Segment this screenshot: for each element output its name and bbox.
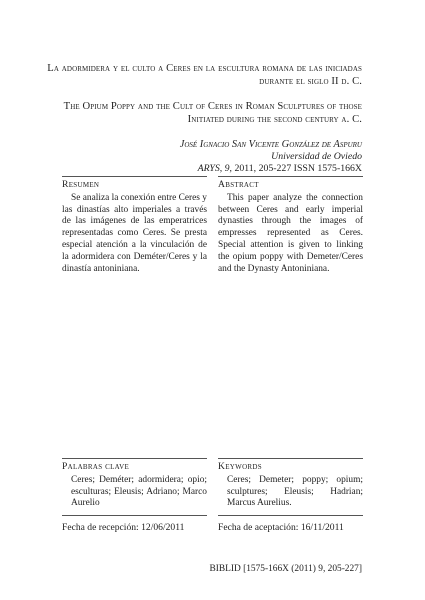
divider-fecha-aceptacion — [218, 515, 363, 516]
abstract-label: Abstract — [218, 179, 259, 190]
keywords-section — [218, 461, 363, 510]
keywords-text: Ceres; Demeter; poppy; opium; sculptures; Eleusis; Hadrian; Marcus Aurelius. — [227, 474, 363, 509]
abstract-text: This paper analyze the connection between Ceres and early imperial dynasties through the images of empresses represented as Ceres. Special attention is given to linking the opium poppy with Demeter/Ceres and the Dynasty Antoniniana. — [218, 192, 363, 274]
keywords-label: Keywords — [218, 461, 262, 472]
abstract-section — [218, 179, 363, 275]
resumen-text: Se analiza la conexión entre Ceres y las dinastías alto imperiales a través de las imágenes de las emperatrices representadas como Ceres. Se presta especial atención a la vinculación de la adormidera con Deméter/Ceres y la dinastía antoniniana. — [62, 192, 207, 274]
palabras-clave-label: Palabras clave — [62, 461, 130, 472]
fecha-aceptacion: Fecha de aceptación: 16/11/2011 — [218, 522, 344, 533]
title-english: The Opium Poppy and the Cult of Ceres in Roman Sculptures of those Initiated during the second century a. C. — [63, 101, 362, 125]
divider-fecha-recepcion — [62, 515, 207, 516]
title-spanish: La adormidera y el culto a Ceres en la escultura romana de las iniciadas durante el siglo II d. C. — [47, 63, 362, 87]
divider-keywords — [218, 458, 363, 459]
palabras-clave-section — [62, 461, 207, 510]
journal-issue: ARYS, 9, — [197, 163, 232, 174]
biblid-footer: BIBLID [1575-166X (2011) 9, 205-227] — [209, 564, 362, 574]
resumen-section — [62, 179, 207, 275]
divider-resumen — [62, 176, 207, 177]
palabras-clave-text: Ceres; Deméter; adormidera; opio; esculturas; Eleusis; Adriano; Marco Aurelio — [71, 474, 207, 509]
resumen-label: Resumen — [62, 179, 100, 190]
citation-line — [198, 163, 362, 175]
fecha-recepcion: Fecha de recepción: 12/06/2011 — [62, 522, 185, 533]
author-affiliation: Universidad de Oviedo — [271, 151, 362, 162]
citation-details: 2011, 205-227 ISSN 1575-166X — [232, 163, 362, 174]
divider-palabras — [62, 458, 207, 459]
author-name: José Ignacio San Vicente González de Aspuru — [179, 139, 362, 150]
divider-abstract — [218, 176, 363, 177]
